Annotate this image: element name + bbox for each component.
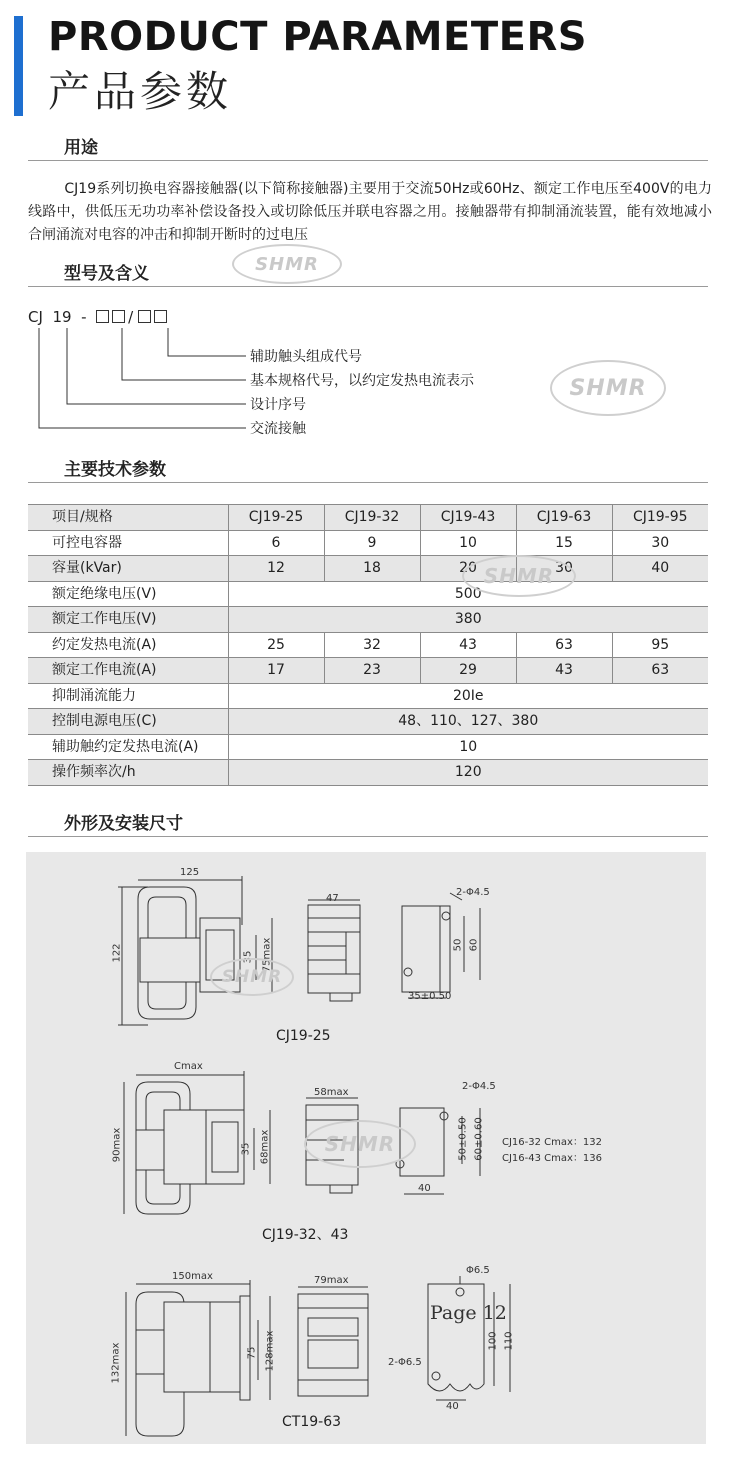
dim-label: 132max — [110, 1342, 122, 1384]
table-row: 控制电源电压(C) 48、110、127、380 — [28, 709, 708, 735]
dim-label: 2-Φ4.5 — [462, 1081, 496, 1092]
col-header: CJ19-25 — [228, 505, 324, 531]
table-row: 额定工作电压(V) 380 — [28, 607, 708, 633]
page-number: Page 12 — [430, 1302, 507, 1324]
dim-label: 79max — [314, 1275, 349, 1286]
table-row: 可控电容器 6 9 10 15 30 — [28, 530, 708, 556]
col-header: CJ19-95 — [612, 505, 708, 531]
table-row: 操作频率次/h 120 — [28, 760, 708, 786]
dim-label: 47 — [326, 893, 339, 904]
watermark-logo: SHMR — [462, 555, 576, 597]
watermark-logo: SHMR — [304, 1120, 416, 1168]
dim-label: Cmax — [174, 1061, 203, 1072]
dim-label: 2-Φ4.5 — [456, 887, 490, 898]
dim-label: 100 — [487, 1331, 499, 1351]
table-row: 抑制涌流能力 20Ie — [28, 683, 708, 709]
section-model-heading: 型号及含义 — [28, 262, 708, 287]
watermark-logo: SHMR — [232, 244, 342, 284]
table-row: 容量(kVar) 12 18 20 30 40 — [28, 556, 708, 582]
table-row: 额定绝缘电压(V) 500 — [28, 581, 708, 607]
col-header: CJ19-32 — [324, 505, 420, 531]
dim-label: 50±0.50 — [457, 1117, 469, 1161]
dim-label: 90max — [111, 1127, 123, 1163]
dim-label: 35 — [242, 950, 254, 964]
dim-label: 35±0.50 — [408, 991, 452, 1002]
model-label-aux: 辅助触头组成代号 — [250, 349, 362, 365]
drawing-caption: CT19-63 — [282, 1414, 342, 1430]
model-label-spec: 基本规格代号，以约定发热电流表示 — [250, 373, 474, 389]
page-title-en: PRODUCT PARAMETERS — [48, 14, 588, 60]
col-header: CJ19-63 — [516, 505, 612, 531]
table-row: 额定工作电流(A) 17 23 29 43 63 — [28, 658, 708, 684]
model-code: CJ 19 - / — [28, 308, 170, 326]
dim-label: 2-Φ6.5 — [388, 1357, 422, 1368]
dim-label: 58max — [314, 1087, 349, 1098]
dim-label: 75max — [261, 937, 273, 973]
dim-label: Φ6.5 — [466, 1265, 490, 1276]
dim-label: 35 — [240, 1142, 252, 1156]
dim-label: 150max — [172, 1271, 213, 1282]
col-header: 项目/规格 — [28, 505, 228, 531]
table-row: 辅助触约定发热电流(A) 10 — [28, 734, 708, 760]
dim-label: 68max — [259, 1129, 271, 1165]
dim-label: 128max — [264, 1330, 276, 1372]
model-label-ac: 交流接触 — [250, 421, 306, 437]
dim-label: 40 — [418, 1183, 431, 1194]
col-header: CJ19-43 — [420, 505, 516, 531]
cmax-note: CJ16-32 Cmax：132 — [502, 1137, 603, 1148]
drawing-caption: CJ19-25 — [276, 1028, 331, 1044]
dim-label: 60±0.60 — [473, 1117, 485, 1161]
dim-label: 122 — [111, 943, 123, 963]
cmax-note: CJ16-43 Cmax：136 — [502, 1153, 603, 1164]
section-dimensions-heading: 外形及安装尺寸 — [28, 812, 708, 837]
dim-label: 40 — [446, 1401, 459, 1412]
drawing-caption: CJ19-32、43 — [262, 1227, 349, 1243]
page-title-cn: 产品参数 — [48, 67, 233, 116]
dim-label: 60 — [468, 938, 480, 952]
watermark-logo: SHMR — [210, 958, 294, 996]
model-label-design: 设计序号 — [250, 397, 306, 413]
dim-label: 75 — [246, 1346, 258, 1360]
dim-label: 50 — [452, 938, 464, 952]
usage-paragraph: CJ19系列切换电容器接触器(以下简称接触器)主要用于交流50Hz或60Hz、额定工作电压至400V的电力线路中，供低压无功功率补偿设备投入或切除低压并联电容器之用。接触器带有抑制涌流装置，能有效地减小合闸涌流对电容的冲击和抑制开断时的过电压 — [28, 181, 712, 243]
dim-label: 110 — [503, 1331, 515, 1351]
table-row: 约定发热电流(A) 25 32 43 63 95 — [28, 632, 708, 658]
section-usage-heading: 用途 — [28, 136, 708, 161]
dim-label: 125 — [180, 867, 200, 878]
watermark-logo: SHMR — [550, 360, 666, 416]
section-specs-heading: 主要技术参数 — [28, 458, 708, 483]
